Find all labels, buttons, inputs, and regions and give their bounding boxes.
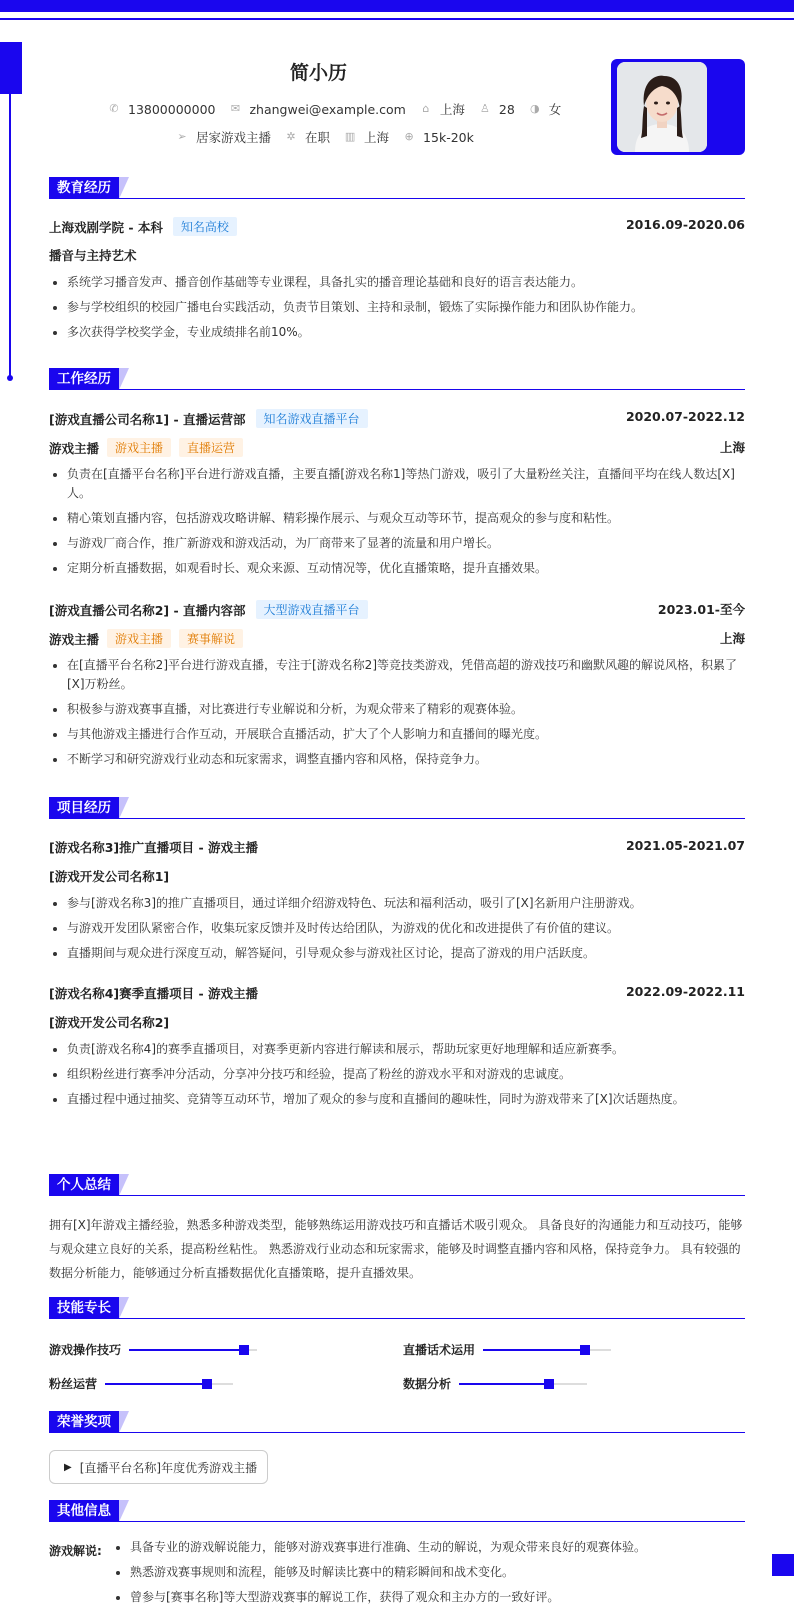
summary-text: 拥有[X]年游戏主播经验，熟悉多种游戏类型，能够熟练运用游戏技巧和直播话术吸引观众。 具备良好的沟通能力和互动技巧，能够与观众建立良好的关系，提高粉丝粘性。 熟悉游戏行业动态和玩家需求，能够及时调整直播内容和风格，保持竞争力。 具有较强的数据分析能力，能够通过分析直播数据优化直播策略，提升直播效果。 [49,1218,743,1280]
skill-item [403,1375,587,1392]
list-item: 负责在[直播平台名称]平台进行游戏直播，主要直播[游戏名称1]等热门游戏，吸引了大量粉丝关注，直播间平均在线人数达[X]人。 [49,465,745,503]
project-org: [游戏开发公司名称2] [49,1015,170,1030]
top-accent-line [0,18,794,20]
send-icon: ➢ [177,130,187,143]
skill-knob [580,1345,590,1355]
skill-name: 直播话术运用 [403,1343,476,1357]
section-honors [49,1411,745,1433]
list-item: 在[直播平台名称2]平台进行游戏直播，专注于[游戏名称2]等竞技类游戏，凭借高超的游戏技巧和幽默风趣的解说风格，积累了[X]万粉丝。 [49,656,745,694]
project-1-org-row [49,865,745,885]
education-header [49,215,745,235]
section-decor [119,368,129,390]
section-other [49,1500,745,1522]
role-tag: 游戏主播 [107,629,171,648]
job-status: 在职 [305,130,331,145]
section-project [49,797,745,819]
work-city: 上海 [364,130,390,145]
project-2-header [49,982,745,1002]
phone: 13800000000 [128,101,216,117]
list-item: 与游戏厂商合作，推广新游戏和游戏活动，为厂商带来了显著的流量和用户增长。 [49,534,745,553]
play-icon: ▶ [64,1461,72,1473]
role: 游戏主播 [49,631,100,647]
list-item: 定期分析直播数据，如观看时长、观众来源、互动情况等，优化直播策略，提升直播效果。 [49,559,745,578]
section-title: 荣誉奖项 [49,1411,119,1433]
section-title: 项目经历 [49,797,119,819]
section-decor [119,1174,129,1196]
salary: 15k-20k [423,129,474,145]
section-title: 教育经历 [49,177,119,199]
list-item: 精心策划直播内容，包括游戏攻略讲解、精彩操作展示、与观众互动等环节，提高观众的参与度和粘性。 [49,509,745,528]
project-title: [游戏名称4]赛季直播项目 - 游戏主播 [49,986,259,1001]
section-summary [49,1174,745,1196]
project-2-org-row [49,1011,745,1031]
skill-knob [239,1345,249,1355]
list-item: 参与学校组织的校园广播电台实践活动，负责节目策划、主持和录制，锻炼了实际操作能力和团队协作能力。 [49,298,745,317]
other-label: 游戏解说: [49,1544,102,1558]
role-tag: 赛事解说 [179,629,243,648]
phone-icon: ✆ [109,102,119,115]
section-title: 其他信息 [49,1500,119,1522]
education-bullets [49,273,745,348]
job-title: 居家游戏主播 [196,130,272,145]
skill-knob [202,1379,212,1389]
skill-bar [459,1378,587,1390]
profile-photo-frame [611,59,745,155]
role-tag: 游戏主播 [107,438,171,457]
section-decor [119,1297,129,1319]
role: 游戏主播 [49,440,100,456]
left-timeline-dot [7,375,13,381]
section-decor [119,1411,129,1433]
list-item: 负责[游戏名称4]的赛季直播项目，对赛季更新内容进行解读和展示，帮助玩家更好地理解和适应新赛季。 [49,1040,745,1059]
section-title: 个人总结 [49,1174,119,1196]
section-education [49,177,745,199]
home-icon: ⌂ [422,102,430,115]
company-tag: 大型游戏直播平台 [256,600,368,619]
job-intent-row [176,128,488,146]
company: [游戏直播公司名称2] - 直播内容部 [49,602,246,618]
work-1-role-row [49,436,745,456]
other-bullets [112,1538,752,1613]
list-item: 熟悉游戏赛事规则和流程，能够及时解读比赛中的精彩瞬间和战术变化。 [112,1563,752,1582]
salary-icon: ⊕ [404,130,414,143]
skill-item [49,1341,257,1358]
status-icon: ✲ [286,130,296,143]
profile-photo [617,62,707,152]
list-item: 曾参与[赛事名称]等大型游戏赛事的解说工作，获得了观众和主办方的一致好评。 [112,1588,752,1607]
top-accent-bar [0,0,794,12]
project-2-bullets [49,1040,745,1115]
skill-bar [105,1378,233,1390]
right-accent-block [772,1554,794,1576]
project-date: 2022.09-2022.11 [625,984,745,999]
work-1-bullets [49,465,745,584]
age: 28 [498,101,515,117]
work-1-header [49,407,745,427]
resume-name: 简小历 [290,62,348,84]
contact-row [108,100,575,118]
project-org: [游戏开发公司名称1] [49,869,170,884]
section-decor [119,177,129,199]
cake-icon: ♙ [479,102,490,115]
left-accent-block [0,42,22,94]
skill-knob [544,1379,554,1389]
skill-item [49,1375,233,1392]
email-icon: ✉ [230,102,241,115]
work-2-header [49,598,745,618]
city: 上海 [439,102,465,117]
work-location: 上海 [719,631,745,646]
school: 上海戏剧学院 - 本科 [49,219,163,235]
left-timeline-line [9,94,11,377]
school-tag: 知名高校 [173,217,237,236]
project-1-bullets [49,894,745,969]
company: [游戏直播公司名称1] - 直播运营部 [49,411,246,427]
building-icon: ▥ [344,130,356,143]
work-2-role-row [49,627,745,647]
section-work [49,368,745,390]
list-item: 直播期间与观众进行深度互动，解答疑问，引导观众参与游戏社区讨论，提高了游戏的用户活跃度。 [49,944,745,963]
company-tag: 知名游戏直播平台 [256,409,368,428]
list-item: 组织粉丝进行赛季冲分活动，分享冲分技巧和经验，提高了粉丝的游戏水平和对游戏的忠诚度。 [49,1065,745,1084]
list-item: 与游戏开发团队紧密合作，收集玩家反馈并及时传达给团队，为游戏的优化和改进提供了有价值的建议。 [49,919,745,938]
skill-name: 游戏操作技巧 [49,1343,122,1357]
skill-name: 数据分析 [403,1377,452,1391]
education-date: 2016.09-2020.06 [625,217,745,232]
project-1-header [49,836,745,856]
work-date: 2023.01-至今 [657,602,745,617]
section-decor [119,797,129,819]
work-2-bullets [49,656,745,775]
section-title: 工作经历 [49,368,119,390]
honor-card [49,1450,268,1484]
list-item: 具备专业的游戏解说能力，能够对游戏赛事进行准确、生动的解说，为观众带来良好的观赛体验。 [112,1538,752,1557]
work-location: 上海 [719,440,745,455]
honor-text: [直播平台名称]年度优秀游戏主播 [79,1460,258,1475]
major: 播音与主持艺术 [49,248,137,263]
project-date: 2021.05-2021.07 [625,838,745,853]
project-title: [游戏名称3]推广直播项目 - 游戏主播 [49,840,259,855]
section-title: 技能专长 [49,1297,119,1319]
section-decor [119,1500,129,1522]
work-date: 2020.07-2022.12 [625,409,745,424]
skill-item [403,1341,611,1358]
list-item: 参与[游戏名称3]的推广直播项目，通过详细介绍游戏特色、玩法和福利活动，吸引了[X]名新用户注册游戏。 [49,894,745,913]
skill-bar [129,1344,257,1356]
gender-icon: ◑ [529,102,540,115]
list-item: 系统学习播音发声、播音创作基础等专业课程，具备扎实的播音理论基础和良好的语言表达能力。 [49,273,745,292]
skill-name: 粉丝运营 [49,1377,98,1391]
list-item: 积极参与游戏赛事直播，对比赛进行专业解说和分析，为观众带来了精彩的观赛体验。 [49,700,745,719]
gender: 女 [548,102,562,117]
email: zhangwei@example.com [249,101,406,117]
list-item: 多次获得学校奖学金，专业成绩排名前10%。 [49,323,745,342]
list-item: 与其他游戏主播进行合作互动，开展联合直播活动，扩大了个人影响力和直播间的曝光度。 [49,725,745,744]
role-tag: 直播运营 [179,438,243,457]
list-item: 直播过程中通过抽奖、竞猜等互动环节，增加了观众的参与度和直播间的趣味性，同时为游戏带来了[X]次话题热度。 [49,1090,745,1109]
education-major-row [49,244,745,264]
skill-bar [483,1344,611,1356]
list-item: 不断学习和研究游戏行业动态和玩家需求，调整直播内容和风格，保持竞争力。 [49,750,745,769]
section-skills [49,1297,745,1319]
